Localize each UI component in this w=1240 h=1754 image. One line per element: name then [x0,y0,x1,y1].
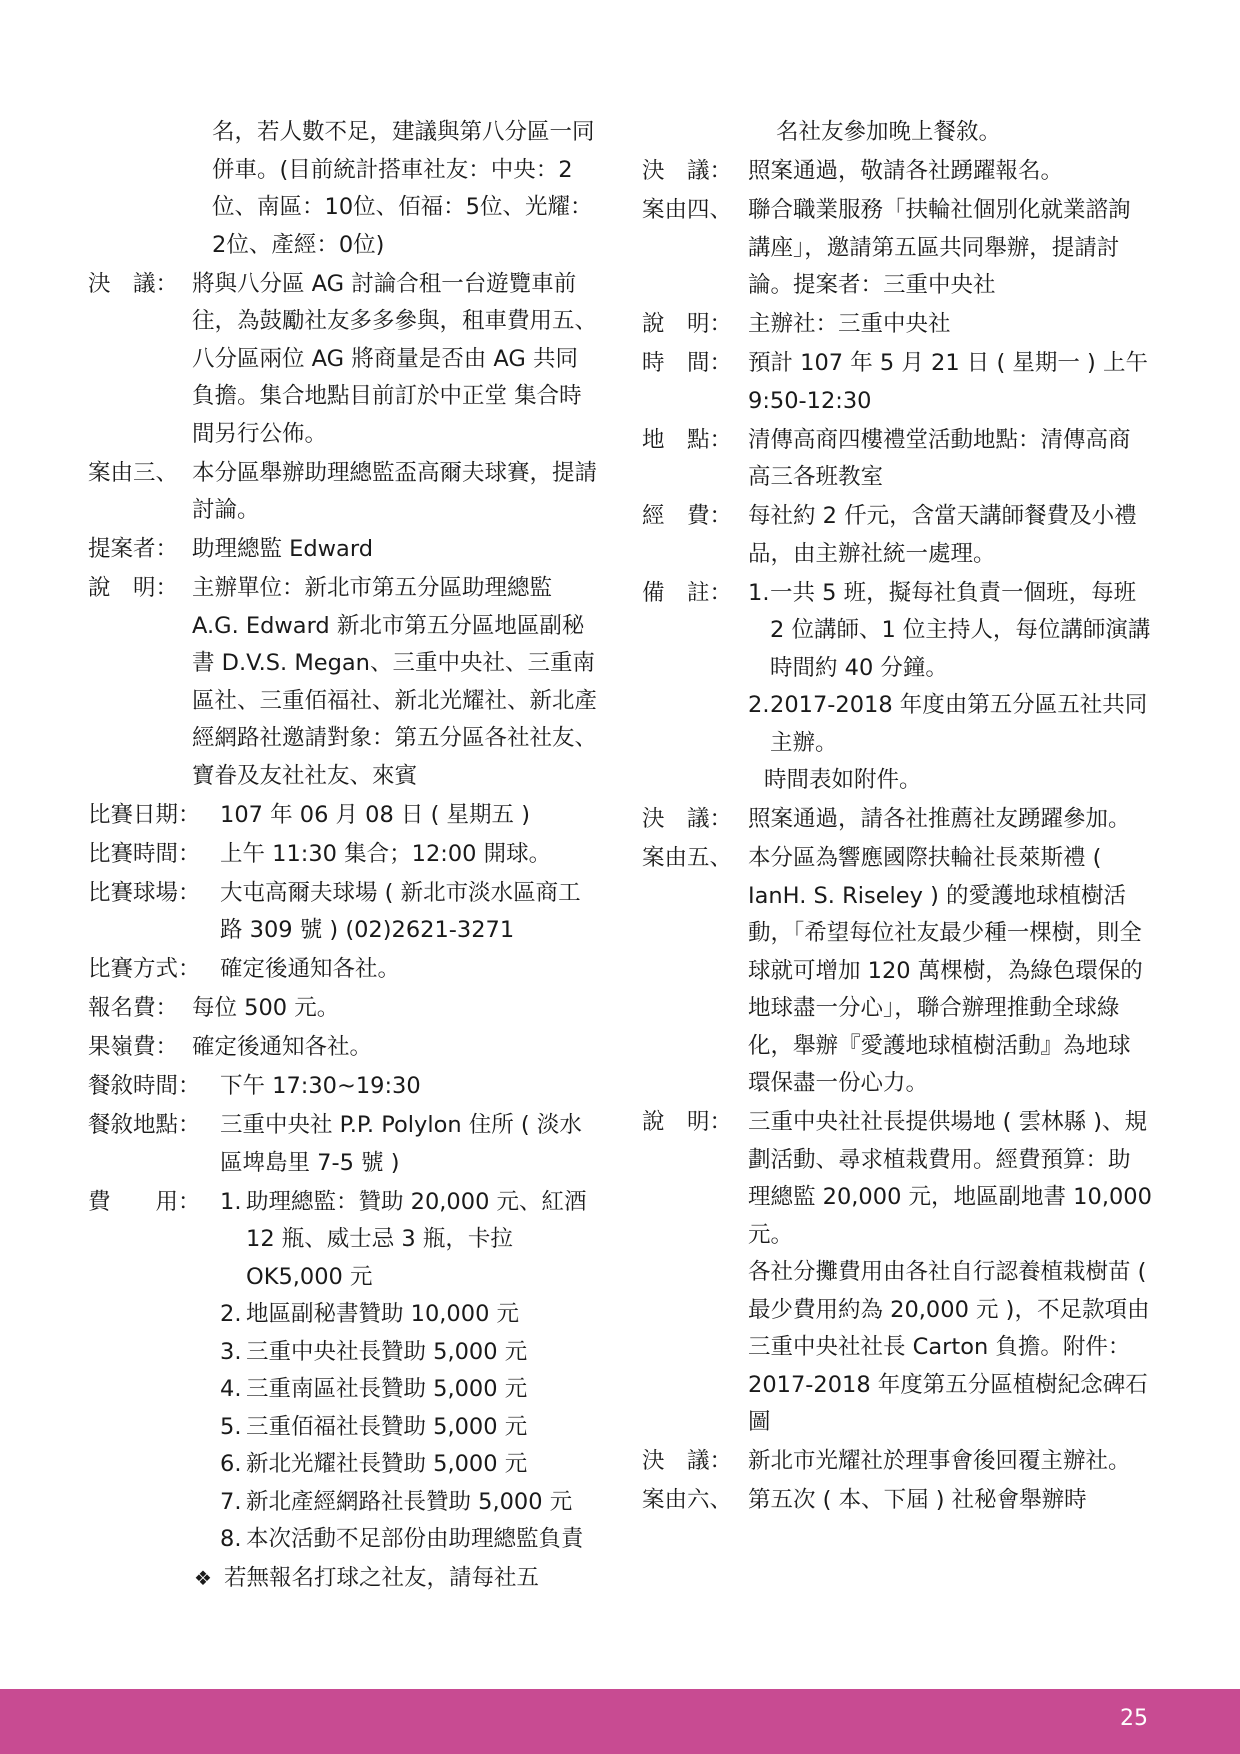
continued-text: 名，若人數不足，建議與第八分區一同併車。(目前統計搭車社友：中央：2位、南區：10位、佰福：5位、光耀：2位、產經：0位) [212,119,595,258]
dinner-time-item [88,1068,600,1106]
match-time-label: 比賽時間： [88,840,201,867]
resolution-text: 新北市光耀社於理事會後回覆主辦社。 [748,1448,1131,1474]
dinner-time-label: 餐敘時間： [88,1073,201,1099]
case-four-explanation [642,306,1152,344]
match-time-item [88,836,600,874]
case-four-text: 聯合職業服務「扶輪社個別化就業諮詢講座」，邀請第五區共同舉辦，提請討論。提案者：三重中央社 [748,197,1131,298]
cost-item-text: 新北產經網路社長贊助 5,000 元 [246,1488,573,1515]
remarks-list-item [748,687,1152,762]
dinner-place-label: 餐敘地點： [88,1112,201,1138]
cost-item-text: 三重中央社長贊助 5,000 元 [246,1338,528,1365]
remarks-label: 備 註： [642,579,733,606]
continued-paragraph [642,114,1152,152]
remarks-item-number: 1. [748,579,770,606]
page-number: 25 [1120,1706,1148,1731]
place-label: 地 點： [642,426,733,453]
dinner-time-text: 下午 17:30~19:30 [220,1073,421,1099]
cost-item-text: 助理總監：贊助 20,000 元、紅酒 12 瓶、威士忌 3 瓶，卡拉 OK5,000 元 [246,1188,587,1290]
case-four-place [642,422,1152,497]
cost-item-text: 新北光耀社長贊助 5,000 元 [246,1451,528,1477]
cost-item-number: 6. [220,1451,242,1477]
diamond-bullet-icon: ❖ [194,1566,212,1590]
cost-label: 費 用： [88,1188,201,1215]
cost-item-number: 8. [220,1526,242,1552]
proposer-text: 助理總監 Edward [192,536,373,562]
case-five-text: 本分區為響應國際扶輪社長萊斯禮 ( IanH. S. Riseley ) 的愛護地球植樹活動，「希望每位社友最少種一棵樹，則全球就可增加 120 萬棵樹，為綠色環保的地球盡一分心」，聯合辦理推動全球綠化，舉辦『愛護地球植樹活動』為地球環保盡一份心力。 [748,845,1143,1096]
explanation-label: 說 明： [88,575,179,601]
cost-list-item [220,1334,600,1372]
cost-item-number: 7. [220,1488,242,1515]
green-fee-label: 果嶺費： [88,1034,179,1060]
case-four-resolution [642,801,1152,839]
explanation-item [88,570,600,795]
funding-text: 每社約 2 仟元，含當天講師餐費及小禮品，由主辦社統一處理。 [748,503,1137,567]
cost-item-text: 三重佰福社長贊助 5,000 元 [246,1413,528,1440]
resolution-label: 決 議： [88,270,179,297]
remarks-item-text: 一共 5 班，擬每社負責一個班，每班 2 位講師、1 位主持人，每位講師演講時間約 40 分鐘。 [770,579,1151,681]
explanation-label: 說 明： [642,1109,733,1135]
cost-item-number: 5. [220,1413,242,1440]
cost-item-text: 本次活動不足部份由助理總監負責 [246,1526,584,1552]
remarks-list-item [748,575,1152,688]
match-venue-text: 大屯高爾夫球場 ( 新北市淡水區商工路 309 號 ) (02)2621-3271 [220,879,581,943]
resolution-text: 將與八分區 AG 討論合租一台遊覽車前往，為鼓勵社友多多參與，租車費用五、八分區兩位 AG 將商量是否由 AG 共同負擔。集合地點目前訂於中正堂 集合時間另行公佈。 [192,270,598,447]
case-three-label: 案由三、 [88,459,179,486]
remarks-item-number: 2. [748,692,770,718]
right-column [642,114,1152,1520]
cost-item-text: 三重南區社長贊助 5,000 元 [246,1376,528,1402]
match-time-text: 上午 11:30 集合；12:00 開球。 [220,840,552,867]
resolution-item [642,153,1152,191]
registration-fee-item [88,990,600,1028]
note-item [88,1560,600,1598]
resolution-item [88,266,600,454]
match-date-label: 比賽日期： [88,801,201,828]
case-three-text: 本分區舉辦助理總監盃高爾夫球賽，提請討論。 [192,459,598,523]
case-four-item [642,192,1152,305]
cost-list-item [220,1184,600,1297]
cost-item-number: 4. [220,1376,242,1402]
cost-item-number: 3. [220,1338,242,1365]
case-four-remarks [642,575,1152,800]
cost-item-number: 2. [220,1301,242,1327]
remarks-item-text: 2017-2018 年度由第五分區五社共同主辦。 [770,692,1148,756]
cost-list [220,1184,600,1559]
match-venue-label: 比賽球場： [88,879,201,906]
cost-item [88,1184,600,1559]
place-text: 清傳高商四樓禮堂活動地點：清傳高商高三各班教室 [748,426,1131,490]
cost-list-item [220,1296,600,1334]
cost-list-item [220,1446,600,1484]
resolution-label: 決 議： [642,158,733,184]
case-four-time [642,345,1152,420]
match-date-text: 107 年 06 月 08 日 ( 星期五 ) [220,801,530,828]
cost-list-item [220,1521,600,1559]
cost-item-text: 地區副秘書贊助 10,000 元 [246,1301,520,1327]
explanation-text: 主辦單位：新北市第五分區助理總監 A.G. Edward 新北市第五分區地區副秘書 D.V.S. Megan、三重中央社、三重南區社、三重佰福社、新北光耀社、新北產經網路社邀請對象：第五分區各社社友、寶眷及友社社友、來賓 [192,575,598,789]
match-format-item [88,951,600,989]
green-fee-text: 確定後通知各社。 [192,1034,373,1060]
dinner-place-text: 三重中央社 P.P. Polylon 住所 ( 淡水區埤島里 7-5 號 ) [220,1112,582,1176]
match-date-item [88,797,600,835]
left-column [88,114,600,1598]
resolution-label: 決 議： [642,806,733,832]
resolution-label: 決 議： [642,1448,733,1474]
match-format-label: 比賽方式： [88,956,201,982]
registration-fee-label: 報名費： [88,995,179,1021]
case-five-label: 案由五、 [642,845,733,871]
case-four-label: 案由四、 [642,197,733,223]
cost-list-item [220,1409,600,1447]
case-six-label: 案由六、 [642,1487,733,1513]
match-format-text: 確定後通知各社。 [220,956,401,982]
explanation-text-continued: 各社分攤費用由各社自行認養植栽樹苗 ( 最少費用約為 20,000 元 )，不足款項由三重中央社社長 Carton 負擔。附件：2017-2018 年度第五分區植樹紀念碑石圖 [748,1259,1150,1435]
remarks-extra: 時間表如附件。 [764,767,922,793]
case-three-item [88,455,600,530]
continued-paragraph [88,114,600,264]
continued-text: 名社友參加晚上餐敘。 [776,119,1002,145]
case-six-text: 第五次 ( 本、下屆 ) 社秘會舉辦時 [748,1487,1087,1513]
explanation-label: 說 明： [642,311,733,337]
proposer-label: 提案者： [88,536,179,562]
note-text: 若無報名打球之社友，請每社五 [224,1565,540,1591]
explanation-text: 三重中央社社長提供場地 ( 雲林縣 )、規劃活動、尋求植栽費用。經費預算：助理總監 20,000 元，地區副地書 10,000 元。 [748,1109,1152,1248]
explanation-text: 主辦社：三重中央社 [748,311,951,337]
time-label: 時 間： [642,350,733,376]
footer-band [0,1689,1240,1754]
cost-list-item [220,1371,600,1409]
case-four-funding [642,498,1152,573]
cost-list-item [220,1484,600,1522]
case-five-explanation [642,1104,1152,1442]
registration-fee-text: 每位 500 元。 [192,995,340,1021]
match-venue-item [88,875,600,950]
resolution-text: 照案通過，敬請各社踴躍報名。 [748,158,1064,184]
proposer-item [88,531,600,569]
resolution-text: 照案通過，請各社推薦社友踴躍參加。 [748,806,1131,832]
time-text: 預計 107 年 5 月 21 日 ( 星期一 ) 上午 9:50-12:30 [748,350,1148,414]
case-six-item [642,1482,1152,1520]
case-five-item [642,840,1152,1103]
case-five-resolution [642,1443,1152,1481]
remarks-list [748,575,1152,800]
dinner-place-item [88,1107,600,1182]
funding-label: 經 費： [642,503,733,529]
green-fee-item [88,1029,600,1067]
cost-item-number: 1. [220,1188,242,1215]
